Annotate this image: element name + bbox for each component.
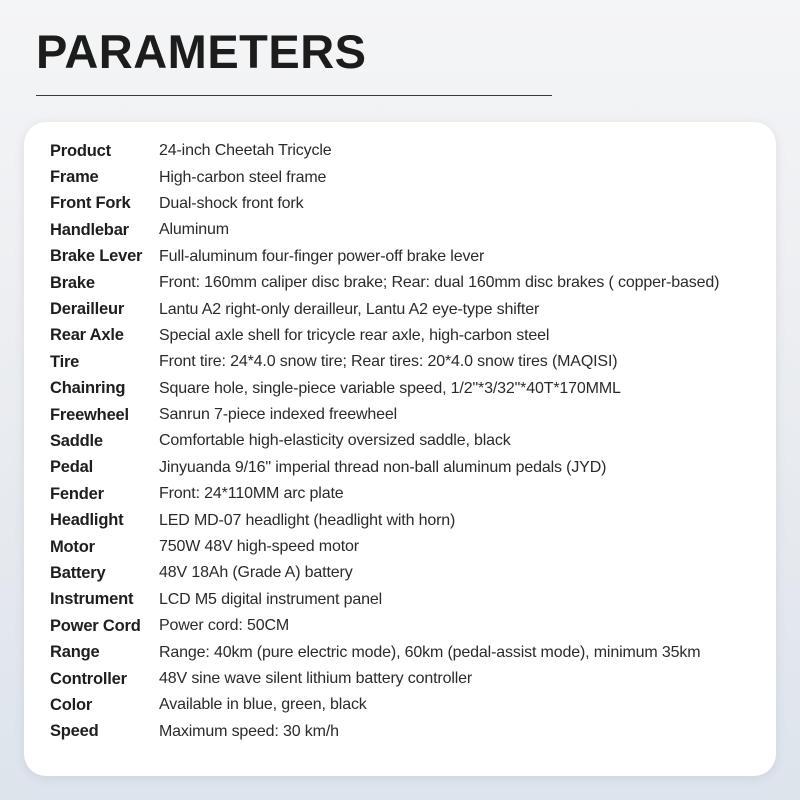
spec-row-freewheel <box>50 402 719 428</box>
spec-label: Product <box>50 141 111 160</box>
spec-value: 48V 18Ah (Grade A) battery <box>159 564 353 582</box>
spec-label: Battery <box>50 563 106 582</box>
spec-label: Motor <box>50 537 95 556</box>
page-title: PARAMETERS <box>36 25 367 78</box>
spec-value: Sanrun 7-piece indexed freewheel <box>159 406 398 424</box>
spec-row-instrument <box>50 587 719 613</box>
spec-table <box>50 138 719 745</box>
spec-value: Lantu A2 right-only derailleur, Lantu A2 eye-type shifter <box>159 300 540 318</box>
spec-row-frame <box>50 164 719 190</box>
spec-row-range <box>50 639 719 665</box>
spec-label: Brake Lever <box>50 247 143 266</box>
spec-row-chainring <box>50 376 719 402</box>
spec-value: 24-inch Cheetah Tricycle <box>159 142 332 160</box>
spec-value: Jinyuanda 9/16" imperial thread non-ball aluminum pedals (JYD) <box>159 458 607 476</box>
spec-value: LED MD-07 headlight (headlight with horn) <box>159 511 456 529</box>
spec-value: High-carbon steel frame <box>159 168 327 186</box>
spec-label: Brake <box>50 273 95 292</box>
spec-row-front-fork <box>50 191 719 217</box>
spec-label: Color <box>50 695 93 714</box>
spec-label: Tire <box>50 352 80 371</box>
spec-value: Front: 24*110MM arc plate <box>159 485 344 503</box>
spec-row-fender <box>50 481 719 507</box>
spec-label: Range <box>50 643 100 662</box>
title-underline <box>36 95 552 96</box>
spec-label: Handlebar <box>50 220 129 239</box>
spec-label: Freewheel <box>50 405 129 424</box>
spec-value: Aluminum <box>159 221 229 239</box>
spec-label: Saddle <box>50 431 103 450</box>
spec-value: Comfortable high-elasticity oversized saddle, black <box>159 432 511 450</box>
spec-row-brake <box>50 270 719 296</box>
spec-row-motor <box>50 534 719 560</box>
spec-label: Controller <box>50 669 127 688</box>
spec-value: LCD M5 digital instrument panel <box>159 590 383 608</box>
spec-value: Front: 160mm caliper disc brake; Rear: dual 160mm disc brakes ( copper-based) <box>159 274 720 292</box>
spec-row-headlight <box>50 507 719 533</box>
spec-value: Maximum speed: 30 km/h <box>159 722 339 740</box>
spec-row-color <box>50 692 719 718</box>
spec-label: Frame <box>50 168 99 187</box>
spec-label: Headlight <box>50 511 124 530</box>
spec-card <box>24 122 776 776</box>
spec-label: Power Cord <box>50 616 141 635</box>
spec-label: Speed <box>50 722 99 741</box>
spec-row-tire <box>50 349 719 375</box>
spec-label: Instrument <box>50 590 134 609</box>
spec-label: Derailleur <box>50 300 125 319</box>
spec-value: 48V sine wave silent lithium battery controller <box>159 670 473 687</box>
spec-label: Chainring <box>50 379 126 398</box>
spec-row-battery <box>50 560 719 586</box>
spec-value: Range: 40km (pure electric mode), 60km (pedal-assist mode), minimum 35km <box>159 643 701 661</box>
spec-row-power-cord <box>50 613 719 639</box>
spec-value: 750W 48V high-speed motor <box>159 538 359 556</box>
spec-row-speed <box>50 719 719 745</box>
spec-value: Dual-shock front fork <box>159 194 304 212</box>
spec-label: Front Fork <box>50 194 131 213</box>
spec-value: Special axle shell for tricycle rear axle, high-carbon steel <box>159 326 550 344</box>
spec-row-saddle <box>50 428 719 454</box>
spec-row-controller <box>50 666 719 692</box>
spec-value: Available in blue, green, black <box>159 696 367 714</box>
spec-label: Pedal <box>50 458 94 477</box>
spec-row-rear-axle <box>50 323 719 349</box>
spec-row-derailleur <box>50 296 719 322</box>
spec-row-product <box>50 138 719 164</box>
spec-label: Fender <box>50 484 104 503</box>
spec-value: Full-aluminum four-finger power-off brake lever <box>159 247 485 265</box>
spec-row-pedal <box>50 455 719 481</box>
spec-value: Power cord: 50CM <box>159 617 290 635</box>
spec-label: Rear Axle <box>50 326 124 345</box>
spec-row-brake-lever <box>50 244 719 270</box>
spec-value: Square hole, single-piece variable speed, 1/2"*3/32"*40T*170MML <box>159 379 621 397</box>
spec-row-handlebar <box>50 217 719 243</box>
spec-value: Front tire: 24*4.0 snow tire; Rear tires: 20*4.0 snow tires (MAQISI) <box>159 353 618 371</box>
